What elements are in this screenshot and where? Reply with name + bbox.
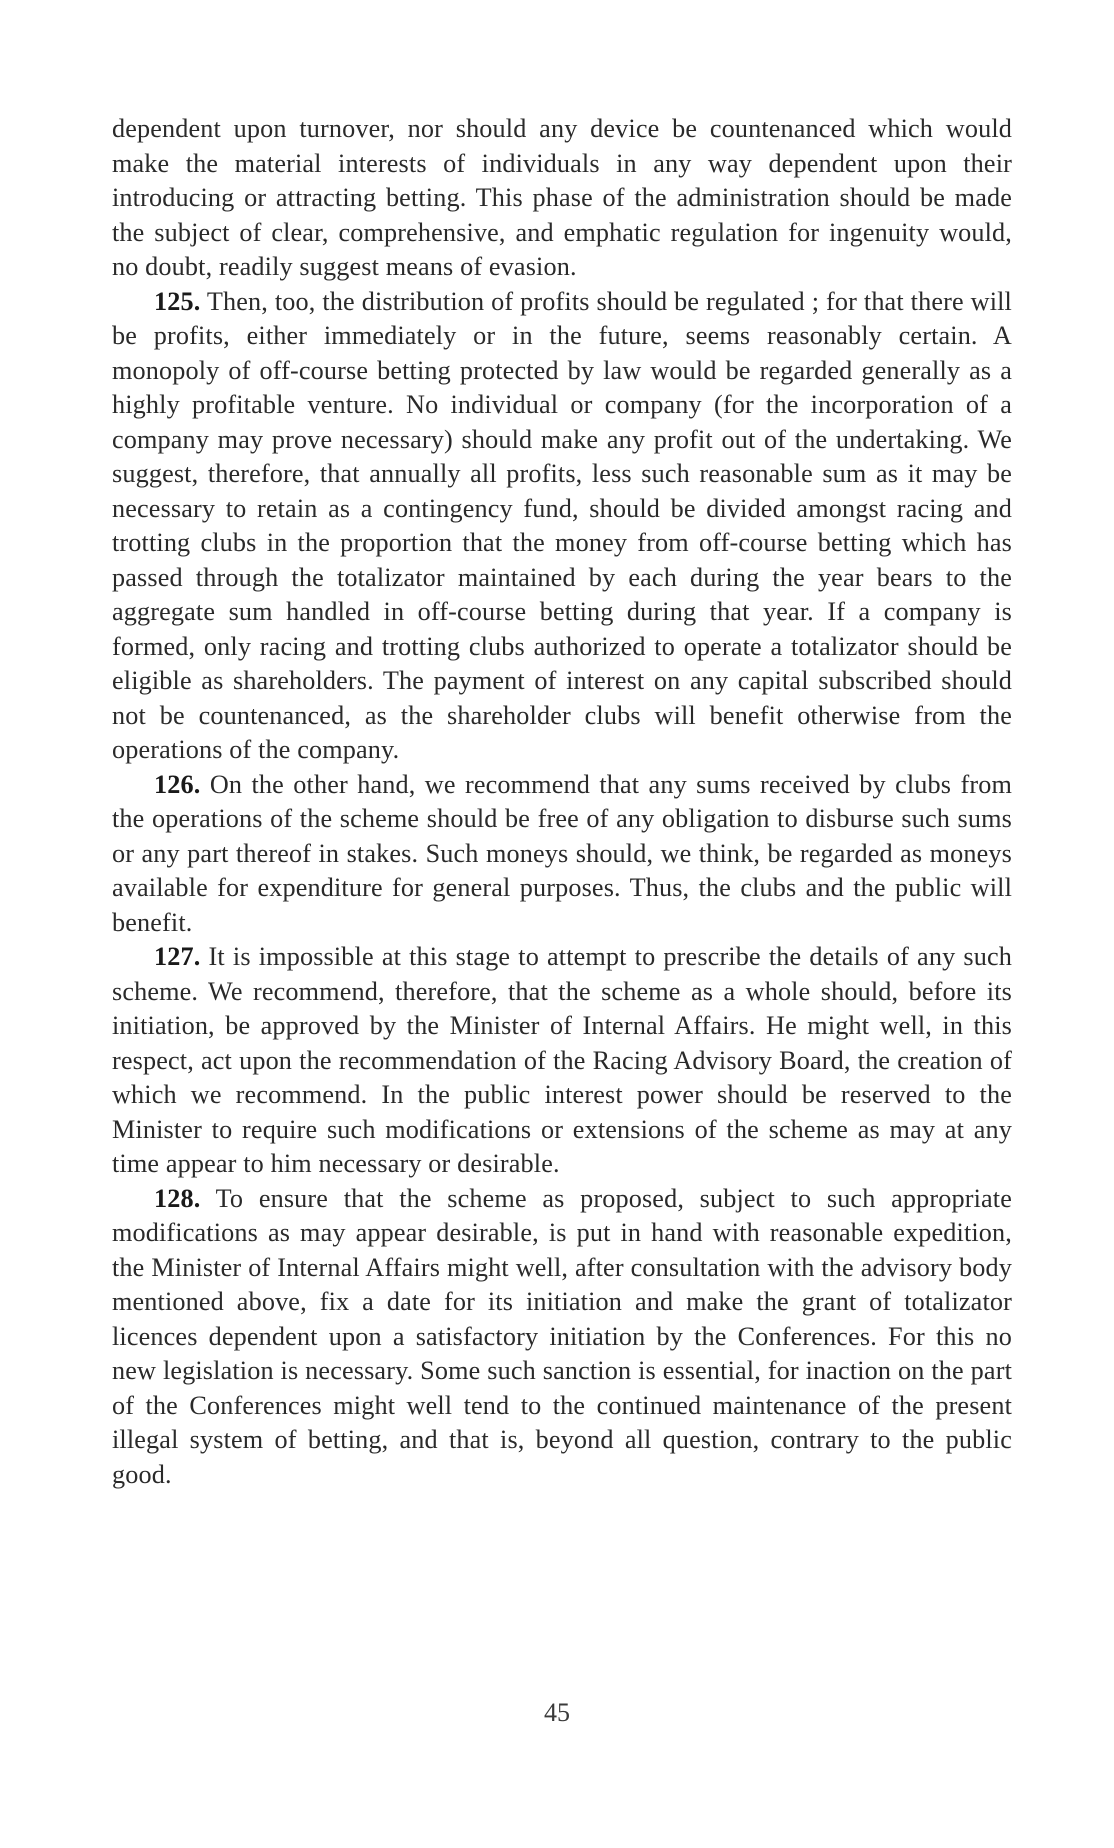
paragraph-number: 126.: [154, 769, 201, 799]
paragraph-text: To ensure that the scheme as proposed, subject to such appropriate modifications as may appear desirable, is put in hand with reasonable expedition, the Minister of Internal Affairs might well, after consultation with the advisory body mentioned above, fix a date for its initiation and make the grant of totalizator licences dependent upon a satisfactory initiation by the Conferences. For this no new legislation is necessary. Some such sanction is essential, for inaction on the part of the Conferences might well tend to the continued maintenance of the present illegal system of betting, and that is, beyond all question, contrary to the public good.: [112, 1183, 1012, 1489]
paragraph-text: dependent upon turnover, nor should any device be countenanced which would make the material interests of individuals in any way dependent upon their introducing or attracting betting. This phase of the administration should be made the subject of clear, comprehensive, and emphatic regulation for ingenuity would, no doubt, readily suggest means of evasion.: [112, 114, 1012, 281]
paragraph-127: [112, 940, 1012, 1182]
paragraph-text: Then, too, the distribution of profits should be regulated ; for that there will be profits, either immediately or in the future, seems reasonably certain. A monopoly of off-course betting protected by law would be regarded generally as a highly profitable venture. No individual or company (for the incorporation of a company may prove necessary) should make any profit out of the undertaking. We suggest, therefore, that annually all profits, less such reasonable sum as it may be necessary to retain as a contingency fund, should be divided amongst racing and trotting clubs in the proportion that the money from off-course betting which has passed through the totalizator maintained by each during the year bears to the aggregate sum handled in off-course betting during that year. If a company is formed, only racing and trotting clubs authorized to operate a totalizator should be eligible as shareholders. The payment of interest on any capital subscribed should not be countenanced, as the shareholder clubs will benefit otherwise from the operations of the company.: [112, 286, 1012, 764]
page-number: 45: [544, 1698, 570, 1727]
paragraph-text: It is impossible at this stage to attempt to prescribe the details of any such scheme. We recommend, therefore, that the scheme as a whole should, before its initiation, be approved by the Minister of Internal Affairs. He might well, in this respect, act upon the recommendation of the Racing Advisory Board, the creation of which we recommend. In the public interest power should be reserved to the Minister to require such modifications or extensions of the scheme as may at any time appear to him necessary or desirable.: [112, 942, 1012, 1178]
paragraph-continuation: [112, 112, 1012, 285]
paragraph-number: 127.: [154, 942, 201, 971]
paragraph-number: 128.: [154, 1183, 201, 1213]
paragraph-128: [112, 1182, 1012, 1493]
paragraph-number: 125.: [154, 286, 201, 316]
document-page: [112, 112, 1012, 1492]
paragraph-125: [112, 285, 1012, 768]
paragraph-126: [112, 768, 1012, 941]
paragraph-text: On the other hand, we recommend that any sums received by clubs from the operations of the scheme should be free of any obligation to disburse such sums or any part thereof in stakes. Such moneys should, we think, be regarded as moneys available for expenditure for general purposes. Thus, the clubs and the public will benefit.: [112, 769, 1012, 937]
